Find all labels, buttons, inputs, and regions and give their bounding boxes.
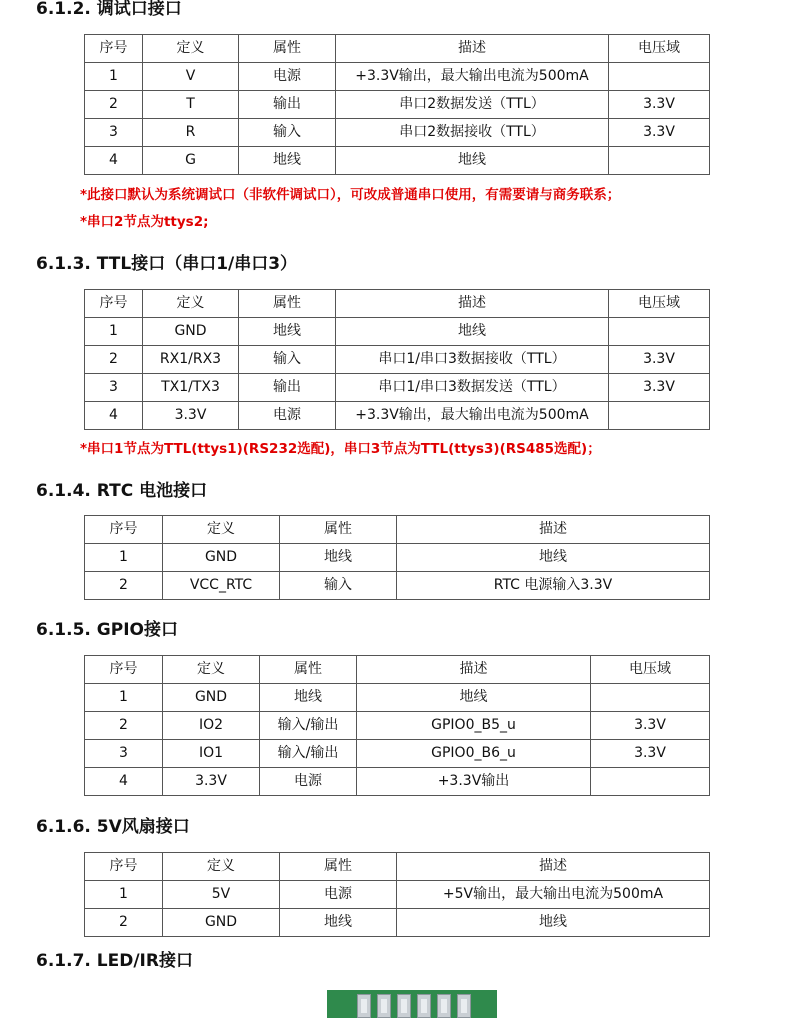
debug-port-table [84,34,710,175]
table-row [85,768,710,796]
cell-index: 1 [85,684,163,712]
table-row [85,374,710,402]
table-row [85,147,710,175]
header-index: 序号 [85,35,143,63]
header-index: 序号 [85,656,163,684]
cell-description: 串口2数据接收（TTL） [336,119,609,147]
cell-attribute: 输入 [239,119,336,147]
cell-index: 1 [85,318,143,346]
note-debug-port-default: *此接口默认为系统调试口（非软件调试口），可改成普通串口使用，有需要请与商务联系； [80,187,621,203]
cell-attribute: 地线 [239,318,336,346]
cell-description: 地线 [336,318,609,346]
connector-pin [457,994,471,1018]
cell-attribute: 地线 [260,684,357,712]
cell-description: GPIO0_B5_u [357,712,591,740]
cell-description: GPIO0_B6_u [357,740,591,768]
header-index: 序号 [85,516,163,544]
header-description: 描述 [397,853,710,881]
section-heading-gpio: 6.1.5. GPIO接口 [36,620,178,640]
cell-index: 4 [85,147,143,175]
cell-definition: G [143,147,239,175]
cell-attribute: 电源 [280,881,397,909]
header-description: 描述 [397,516,710,544]
cell-index: 2 [85,91,143,119]
note-ttl-nodes: *串口1节点为TTL(ttys1)(RS232选配)，串口3节点为TTL(ttys3)(RS485选配)； [80,441,601,457]
cell-description: 地线 [397,909,710,937]
cell-attribute: 电源 [239,402,336,430]
cell-definition: GND [163,684,260,712]
header-index: 序号 [85,853,163,881]
cell-definition: V [143,63,239,91]
section-heading-rtc-battery: 6.1.4. RTC 电池接口 [36,481,208,501]
cell-index: 3 [85,374,143,402]
header-description: 描述 [336,290,609,318]
cell-index: 2 [85,572,163,600]
gpio-table [84,655,710,796]
header-voltage: 电压域 [591,656,710,684]
cell-description: +5V输出，最大输出电流为500mA [397,881,710,909]
ttl-port-table [84,289,710,430]
cell-description: 串口1/串口3数据发送（TTL） [336,374,609,402]
header-definition: 定义 [163,853,280,881]
header-attribute: 属性 [280,853,397,881]
header-definition: 定义 [143,35,239,63]
table-header-row [85,656,710,684]
header-attribute: 属性 [280,516,397,544]
cell-definition: IO1 [163,740,260,768]
cell-index: 4 [85,768,163,796]
cell-voltage: 3.3V [609,374,710,402]
cell-index: 3 [85,740,163,768]
table-row [85,544,710,572]
cell-index: 1 [85,881,163,909]
cell-attribute: 输入 [239,346,336,374]
header-definition: 定义 [163,516,280,544]
connector-pin [357,994,371,1018]
cell-attribute: 输入/输出 [260,712,357,740]
cell-attribute: 输入 [280,572,397,600]
cell-definition: GND [163,544,280,572]
cell-definition: T [143,91,239,119]
table-row [85,119,710,147]
cell-description: +3.3V输出 [357,768,591,796]
cell-definition: TX1/TX3 [143,374,239,402]
cell-definition: GND [143,318,239,346]
cell-description: 地线 [336,147,609,175]
cell-attribute: 地线 [239,147,336,175]
header-definition: 定义 [163,656,260,684]
header-description: 描述 [357,656,591,684]
fan-port-table [84,852,710,937]
cell-attribute: 输入/输出 [260,740,357,768]
cell-index: 1 [85,544,163,572]
cell-voltage [591,768,710,796]
cell-voltage [609,318,710,346]
table-row [85,684,710,712]
table-row [85,91,710,119]
cell-description: 串口2数据发送（TTL） [336,91,609,119]
cell-definition: GND [163,909,280,937]
header-definition: 定义 [143,290,239,318]
rtc-battery-table [84,515,710,600]
cell-definition: 5V [163,881,280,909]
led-ir-connector-photo [327,990,497,1018]
cell-definition: RX1/RX3 [143,346,239,374]
section-heading-ttl-port: 6.1.3. TTL接口（串口1/串口3） [36,254,298,274]
header-index: 序号 [85,290,143,318]
cell-attribute: 地线 [280,544,397,572]
table-row [85,712,710,740]
cell-attribute: 地线 [280,909,397,937]
cell-description: RTC 电源输入3.3V [397,572,710,600]
section-heading-debug-port: 6.1.2. 调试口接口 [36,0,182,19]
cell-description: 串口1/串口3数据接收（TTL） [336,346,609,374]
connector-pin [397,994,411,1018]
cell-voltage [609,402,710,430]
header-description: 描述 [336,35,609,63]
cell-description: 地线 [357,684,591,712]
cell-attribute: 输出 [239,374,336,402]
cell-index: 4 [85,402,143,430]
cell-attribute: 电源 [239,63,336,91]
table-row [85,63,710,91]
cell-voltage: 3.3V [591,740,710,768]
connector-pin [417,994,431,1018]
section-heading-led-ir: 6.1.7. LED/IR接口 [36,951,193,971]
table-row [85,402,710,430]
header-attribute: 属性 [239,35,336,63]
cell-index: 2 [85,909,163,937]
table-row [85,318,710,346]
table-row [85,572,710,600]
cell-definition: 3.3V [143,402,239,430]
cell-description: +3.3V输出，最大输出电流为500mA [336,402,609,430]
cell-voltage: 3.3V [609,91,710,119]
cell-index: 2 [85,712,163,740]
note-debug-port-node: *串口2节点为ttys2; [80,214,209,230]
cell-voltage [609,63,710,91]
table-row [85,909,710,937]
cell-description: 地线 [397,544,710,572]
cell-voltage: 3.3V [609,119,710,147]
cell-description: +3.3V输出，最大输出电流为500mA [336,63,609,91]
cell-attribute: 电源 [260,768,357,796]
cell-voltage: 3.3V [591,712,710,740]
cell-attribute: 输出 [239,91,336,119]
connector-pin [377,994,391,1018]
header-voltage: 电压域 [609,290,710,318]
cell-index: 3 [85,119,143,147]
table-row [85,346,710,374]
cell-voltage: 3.3V [609,346,710,374]
table-row [85,881,710,909]
cell-index: 2 [85,346,143,374]
cell-definition: IO2 [163,712,260,740]
table-row [85,740,710,768]
cell-definition: VCC_RTC [163,572,280,600]
cell-definition: 3.3V [163,768,260,796]
section-heading-5v-fan: 6.1.6. 5V风扇接口 [36,817,190,837]
header-attribute: 属性 [260,656,357,684]
header-voltage: 电压域 [609,35,710,63]
cell-voltage [591,684,710,712]
table-header-row [85,290,710,318]
table-header-row [85,35,710,63]
header-attribute: 属性 [239,290,336,318]
table-header-row [85,853,710,881]
connector-pin [437,994,451,1018]
cell-definition: R [143,119,239,147]
cell-voltage [609,147,710,175]
table-header-row [85,516,710,544]
cell-index: 1 [85,63,143,91]
